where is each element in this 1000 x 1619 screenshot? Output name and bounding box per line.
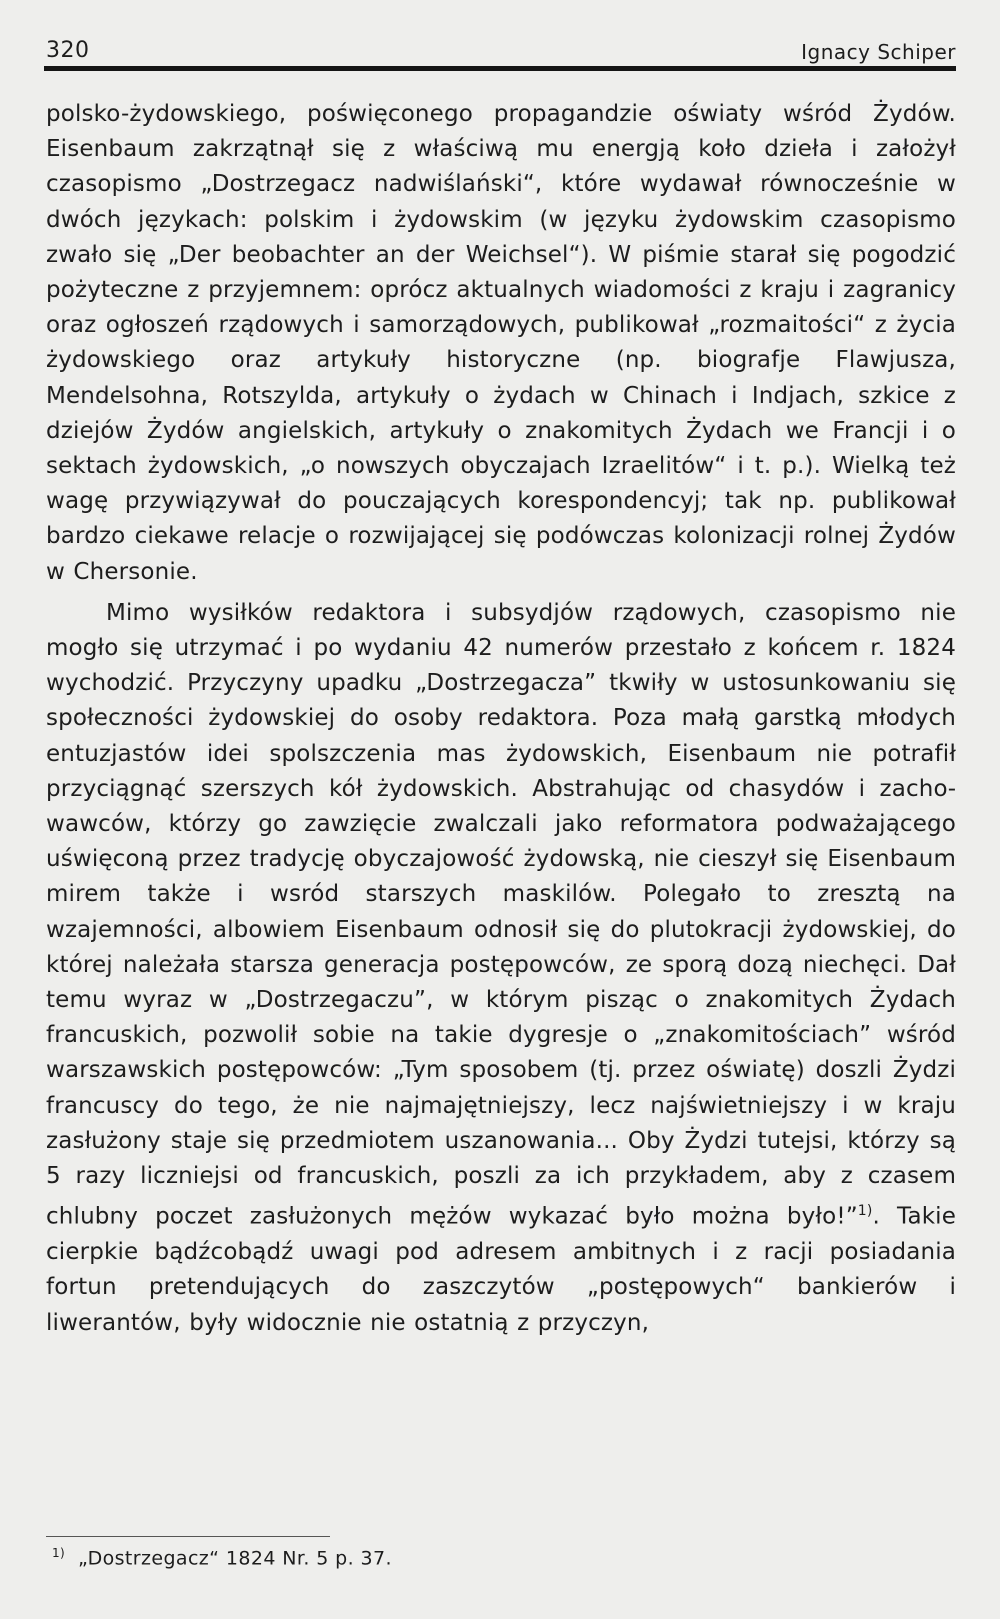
footnote-text: „Dostrzegacz“ 1824 Nr. 5 p. 37. xyxy=(78,1547,392,1570)
footnote xyxy=(52,1546,392,1569)
header-rule xyxy=(44,66,956,71)
paragraph: polsko-żydowskiego, poświęconego propagandzie oświaty wśród Żydów. Eisenbaum zakrzątnął się z właściwą mu energją koło dzieła i założył czasopismo „Dostrzegacz nadwiślański“, które wydawał równocześnie w dwóch językach: polskim i żydowskim (w języku żydowskim czasopismo zwało się „Der beobachter an der Weichsel“). W piśmie starał się pogodzić pożyteczne z przyjemnem: oprócz aktualnych wiadomości z kraju i zagranicy oraz ogłoszeń rządowych i samorządowych, publikował „rozmaitości“ z życia żydowskiego oraz artykuły historyczne (np. biografje Flawjusza, Mendelsohna, Rotszylda, artykuły o żydach w Chinach i Indjach, szkice z dziejów Żydów angielskich, artykuły o znakomitych Żydach we Francji i o sektach żydowskich, „o nowszych obyczajach Izraelitów“ i t. p.). Wielką też wagę przywiązywał do pouczających korespondencyj; tak np. publikował bardzo ciekawe relacje o rozwijającej się podówczas kolonizacji rolnej Żydów w Chersonie. xyxy=(46,101,956,585)
footnote-divider xyxy=(46,1536,330,1537)
paragraph-text: Mimo wysiłków redaktora i subsydjów rządowych, czasopismo nie mogło się utrzymać i po wydaniu 42 numerów przestało z końcem r. 1824 wychodzić. Przyczyny upadku „Dostrzegacza” tkwiły w ustosunkowaniu się społeczności żydowskiej do osoby redaktora. Poza małą garstką młodych entuzjastów idei spolszczenia mas żydowskich, Eisenbaum nie potrafił przyciągnąć szerszych kół żydowskich. Abstrahując od chasydów i zachowawców, którzy go zawzięcie zwalczali jako reformatora podważającego uświęconą przez tradycję obyczajowość żydowską, nie cieszył się Eisenbaum mirem także i wsród starszych maskilów. Polegało to zresztą na wzajemności, albowiem Eisenbaum odnosił się do plutokracji żydowskiej, do której należała starsza generacja postępowców, ze sporą dozą niechęci. Dał temu wyraz w „Dostrzegaczu”, w którym pisząc o znakomitych Żydach francuskich, pozwolił sobie na takie dygresje o „znakomitościach” wśród warszawskich postępowców: „Tym sposobem (tj. przez oświatę) doszli Żydzi francuscy do tego, że nie najmajętniejszy, lecz najświetniejszy i w kraju zasłużony staje się przedmiotem uszanowania... Oby Żydzi tutejsi, którzy są 5 razy liczniejsi od francuskich, poszli za ich przykładem, aby z czasem chlubny poczet zasłużonych mężów wykazać było można było!” xyxy=(46,599,956,1230)
running-head: Ignacy Schiper xyxy=(801,40,956,64)
paragraph-text: . Takie cierpkie bądźcobądź uwagi pod adresem ambitnych i z racji posiadania fortun pretendujących do zaszczytów „postępowych“ bankierów i liwerantów, były widocznie nie ostatnią z przyczyn, xyxy=(46,1203,957,1336)
paragraph xyxy=(46,596,956,1341)
page-header xyxy=(46,36,956,68)
body-text xyxy=(46,97,956,1341)
footnote-marker: 1) xyxy=(52,1546,66,1560)
page-number: 320 xyxy=(46,38,90,63)
footnote-reference: 1) xyxy=(857,1203,873,1220)
